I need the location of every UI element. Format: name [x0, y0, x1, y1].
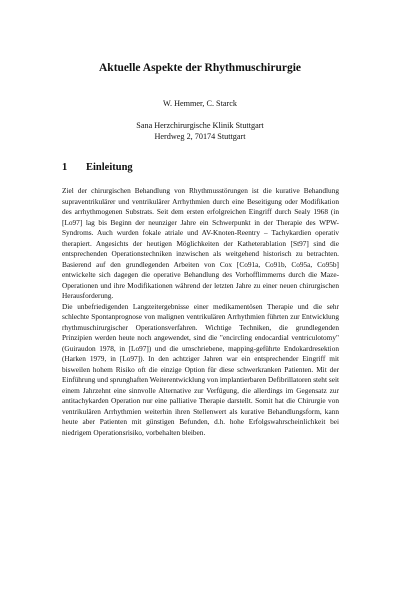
- paper-title: Aktuelle Aspekte der Rhythmuschirurgie: [99, 62, 301, 74]
- affiliation-address: Herdweg 2, 70174 Stuttgart: [154, 132, 246, 141]
- section-heading: [62, 162, 133, 173]
- affiliation-institution: Sana Herzchirurgische Klinik Stuttgart: [136, 121, 264, 130]
- section-title: Einleitung: [86, 162, 133, 173]
- paper-authors: W. Hemmer, C. Starck: [163, 99, 237, 108]
- body-paragraph-1: Ziel der chirurgischen Behandlung von Rhythmusstörungen ist die kurative Behandlung supraventrikulärer und ventrikulärer Arrhythmien durch eine Beseitigung oder Modifikation des arrhythmogenen Substrats. Seit dem ersten erfolgreichen Eingriff durch Sealy 1968 (in [Lo97] lag bis Beginn der neunziger Jahre ein Schwerpunkt in der Therapie des WPW-Syndroms. Auch wurden fokale atriale und AV-Knoten-Reentry – Tachykardien operativ therapiert. Angesichts der heutigen Möglichkeiten der Katheterablation [St97] sind die entsprechenden Operationstechniken inzwischen als weitgehend historisch zu betrachten. Basierend auf den grundlegenden Arbeiten von Cox [Co91a, Co91b, Co95a, Co95b] entwickelte sich dagegen die operative Behandlung des Vorhofflimmerns durch die Maze-Operationen und ihre Modifikationen während der letzten Jahre zu einer neuen chirurgischen Herausforderung.: [62, 186, 339, 300]
- section-number: 1: [62, 162, 68, 173]
- body-paragraph-2: Die unbefriedigenden Langzeitergebnisse einer medikamentösen Therapie und die sehr schlechte Spontanprognose von malignen ventrikulären Arrhythmien führten zur Entwicklung rhythmuschirurgischer Operationsverfahren. Wichtige Techniken, die grundlegenden Prinzipien werden heute noch angewendet, sind die "encircling endocardial ventriculotomy" (Guiraudon 1978, in [Lo97]) und die umschriebene, mapping-geführte Endokardresektion (Harken 1979, in [Lo97]). In den achtziger Jahren war ein entsprechender Eingriff mit bisweilen hohem Risiko oft die einzige Option für diese schwerkranken Patienten. Mit der Einführung und sprunghaften Weiterentwicklung von implantierbaren Defibrillatoren steht seit einem Jahrzehnt eine sinnvolle Alternative zur Verfügung, die allerdings im Gegensatz zur antitachykarden Operation nur eine palliative Therapie darstellt. Somit hat die Chirurgie von ventrikulären Arrhythmien weiterhin ihren Stellenwert als kurative Behandlungsform, kann heute aber Patienten mit günstigen Befunden, d.h. hohe Erfolgswahrscheinlichkeit bei niedrigem Operationsrisiko, vorbehalten bleiben.: [62, 301, 339, 437]
